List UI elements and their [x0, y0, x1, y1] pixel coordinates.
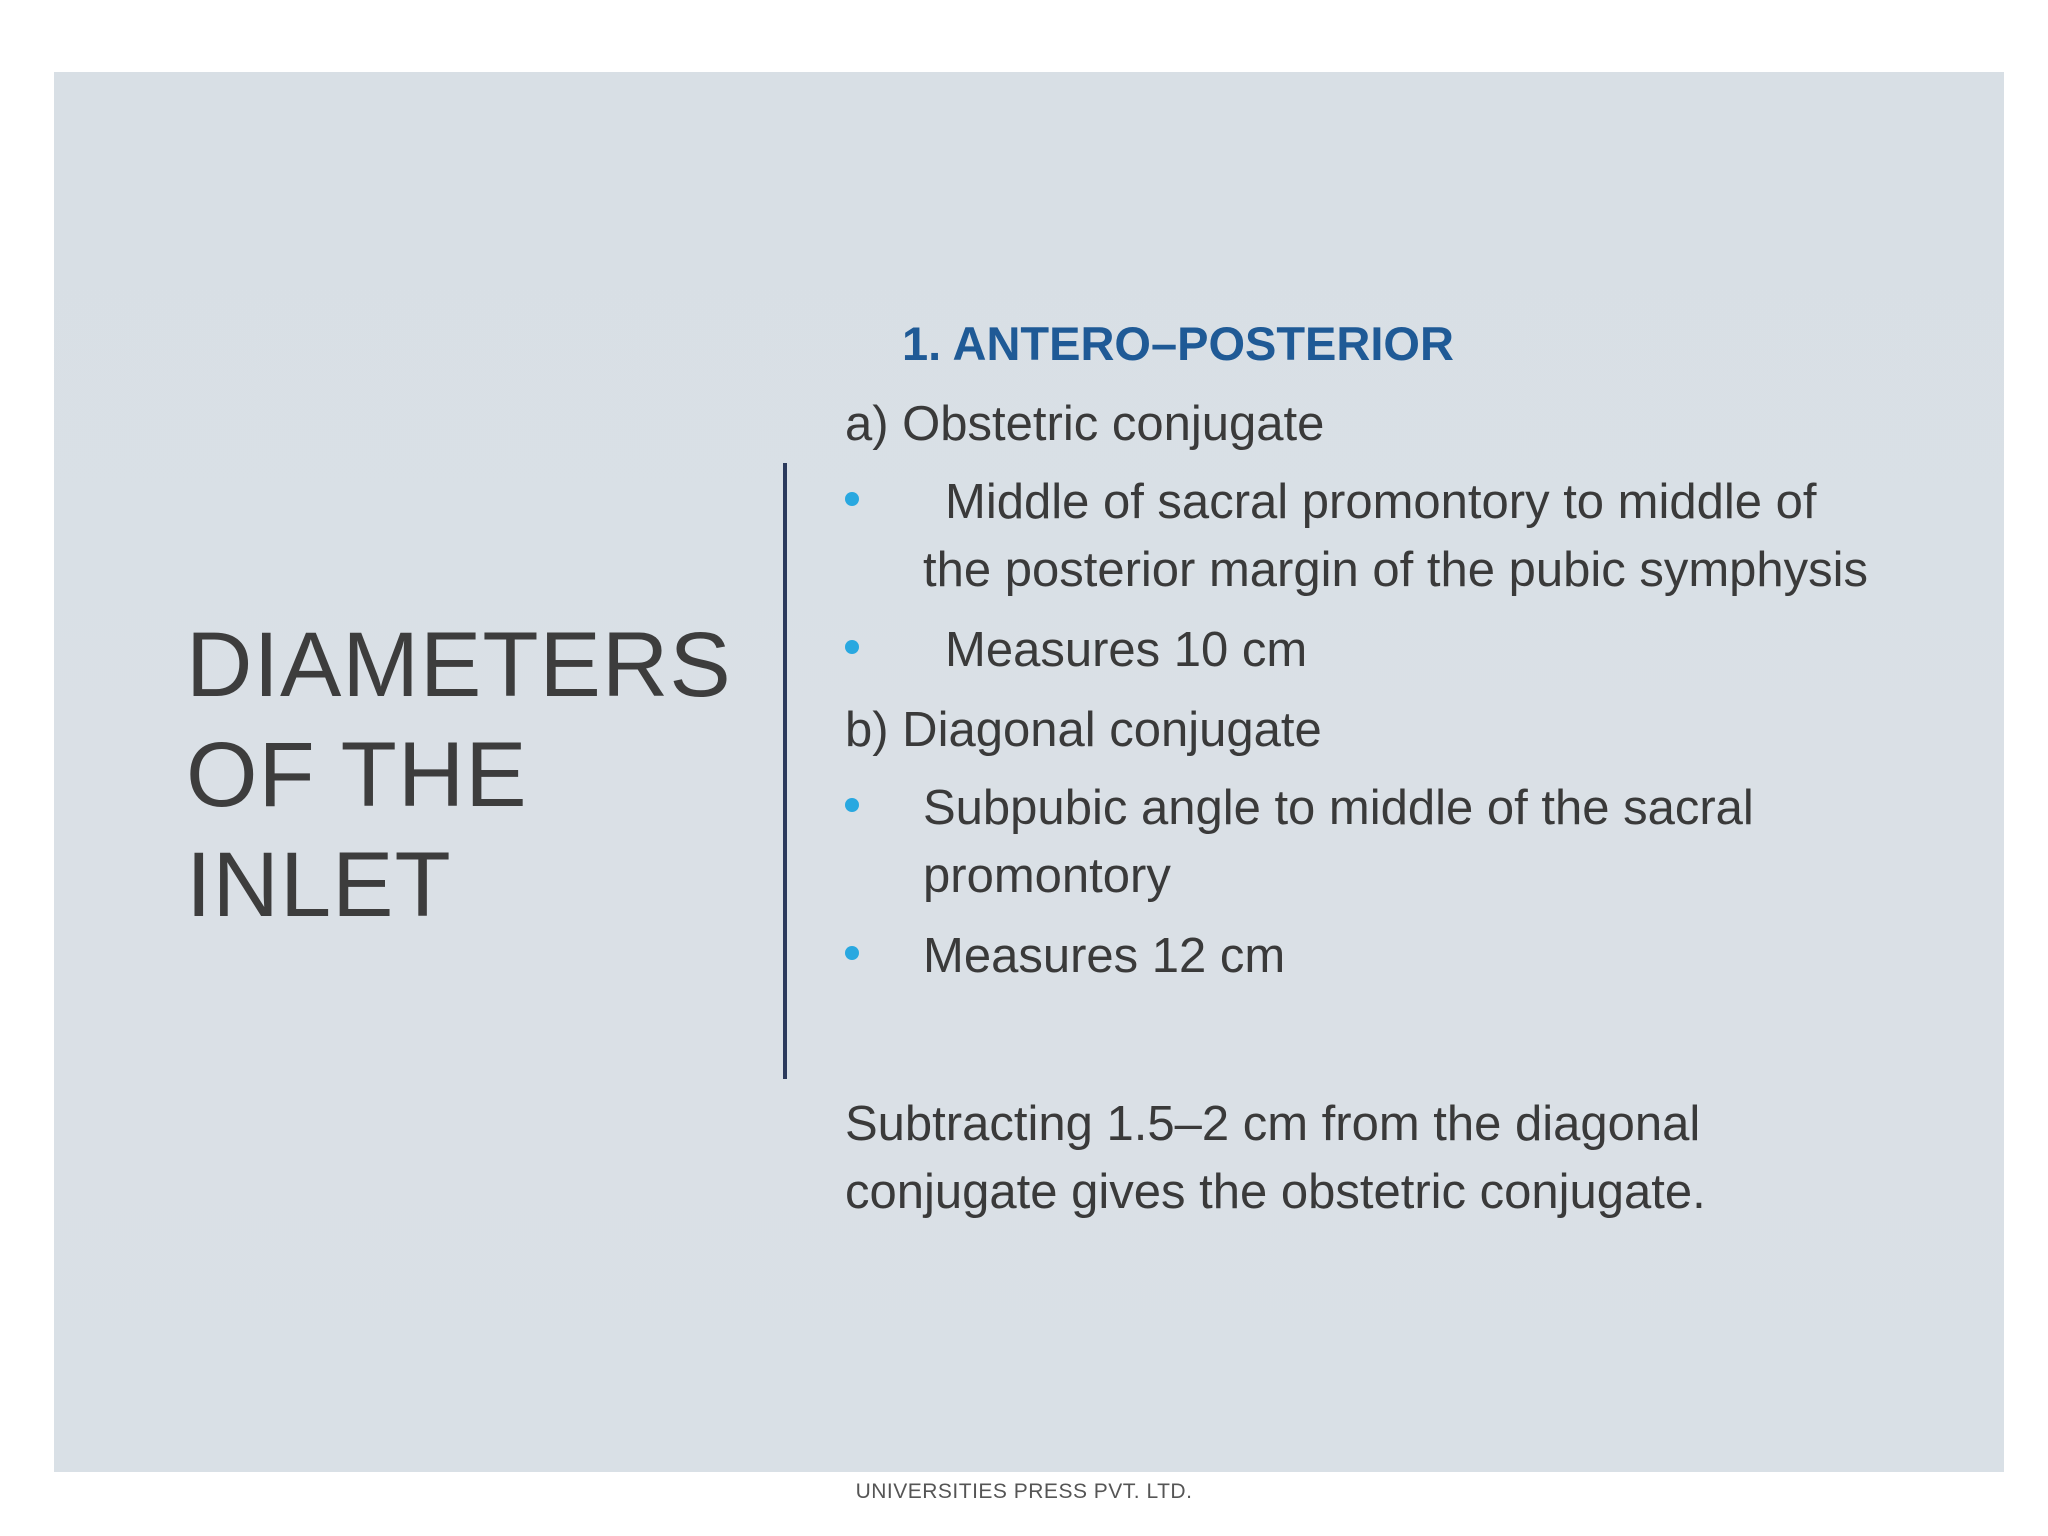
bullet-text	[923, 468, 1975, 604]
publisher-footer: UNIVERSITIES PRESS PVT. LTD.	[855, 1480, 1193, 1503]
bullet-text-line: Subpubic angle to middle of the sacral	[923, 781, 1754, 835]
slide-title-line: INLET	[186, 834, 452, 936]
obstetric-conjugate-heading: a) Obstetric conjugate	[845, 397, 1325, 451]
slide-title-line: DIAMETERS	[186, 614, 732, 716]
list-item	[845, 468, 1975, 604]
slide-title-line: OF THE	[186, 724, 528, 826]
bullet-text-line: promontory	[923, 849, 1171, 903]
slide-title	[186, 610, 746, 940]
summary-note-line: conjugate gives the obstetric conjugate.	[845, 1165, 1706, 1219]
vertical-divider	[783, 463, 787, 1079]
bullet-icon	[845, 946, 859, 960]
slide-content	[845, 310, 1975, 1226]
bullet-icon	[845, 798, 859, 812]
bullet-icon	[845, 640, 859, 654]
diagonal-conjugate-heading: b) Diagonal conjugate	[845, 703, 1322, 757]
summary-note-line: Subtracting 1.5–2 cm from the diagonal	[845, 1097, 1701, 1151]
bullet-text-line: Middle of sacral promontory to middle of	[945, 475, 1817, 529]
section-heading: 1. ANTERO–POSTERIOR	[902, 317, 1454, 370]
list-item	[845, 616, 1975, 684]
bullet-text	[923, 616, 1975, 684]
list-item	[845, 922, 1975, 990]
bullet-text-line: Measures 12 cm	[923, 929, 1286, 983]
bullet-text-line: Measures 10 cm	[945, 623, 1308, 677]
bullet-text-line: the posterior margin of the pubic symphysis	[923, 543, 1869, 597]
obstetric-conjugate-list	[845, 468, 1975, 684]
diagonal-conjugate-list	[845, 774, 1975, 990]
summary-note	[845, 1090, 1975, 1226]
list-item	[845, 774, 1975, 910]
bullet-icon	[845, 492, 859, 506]
